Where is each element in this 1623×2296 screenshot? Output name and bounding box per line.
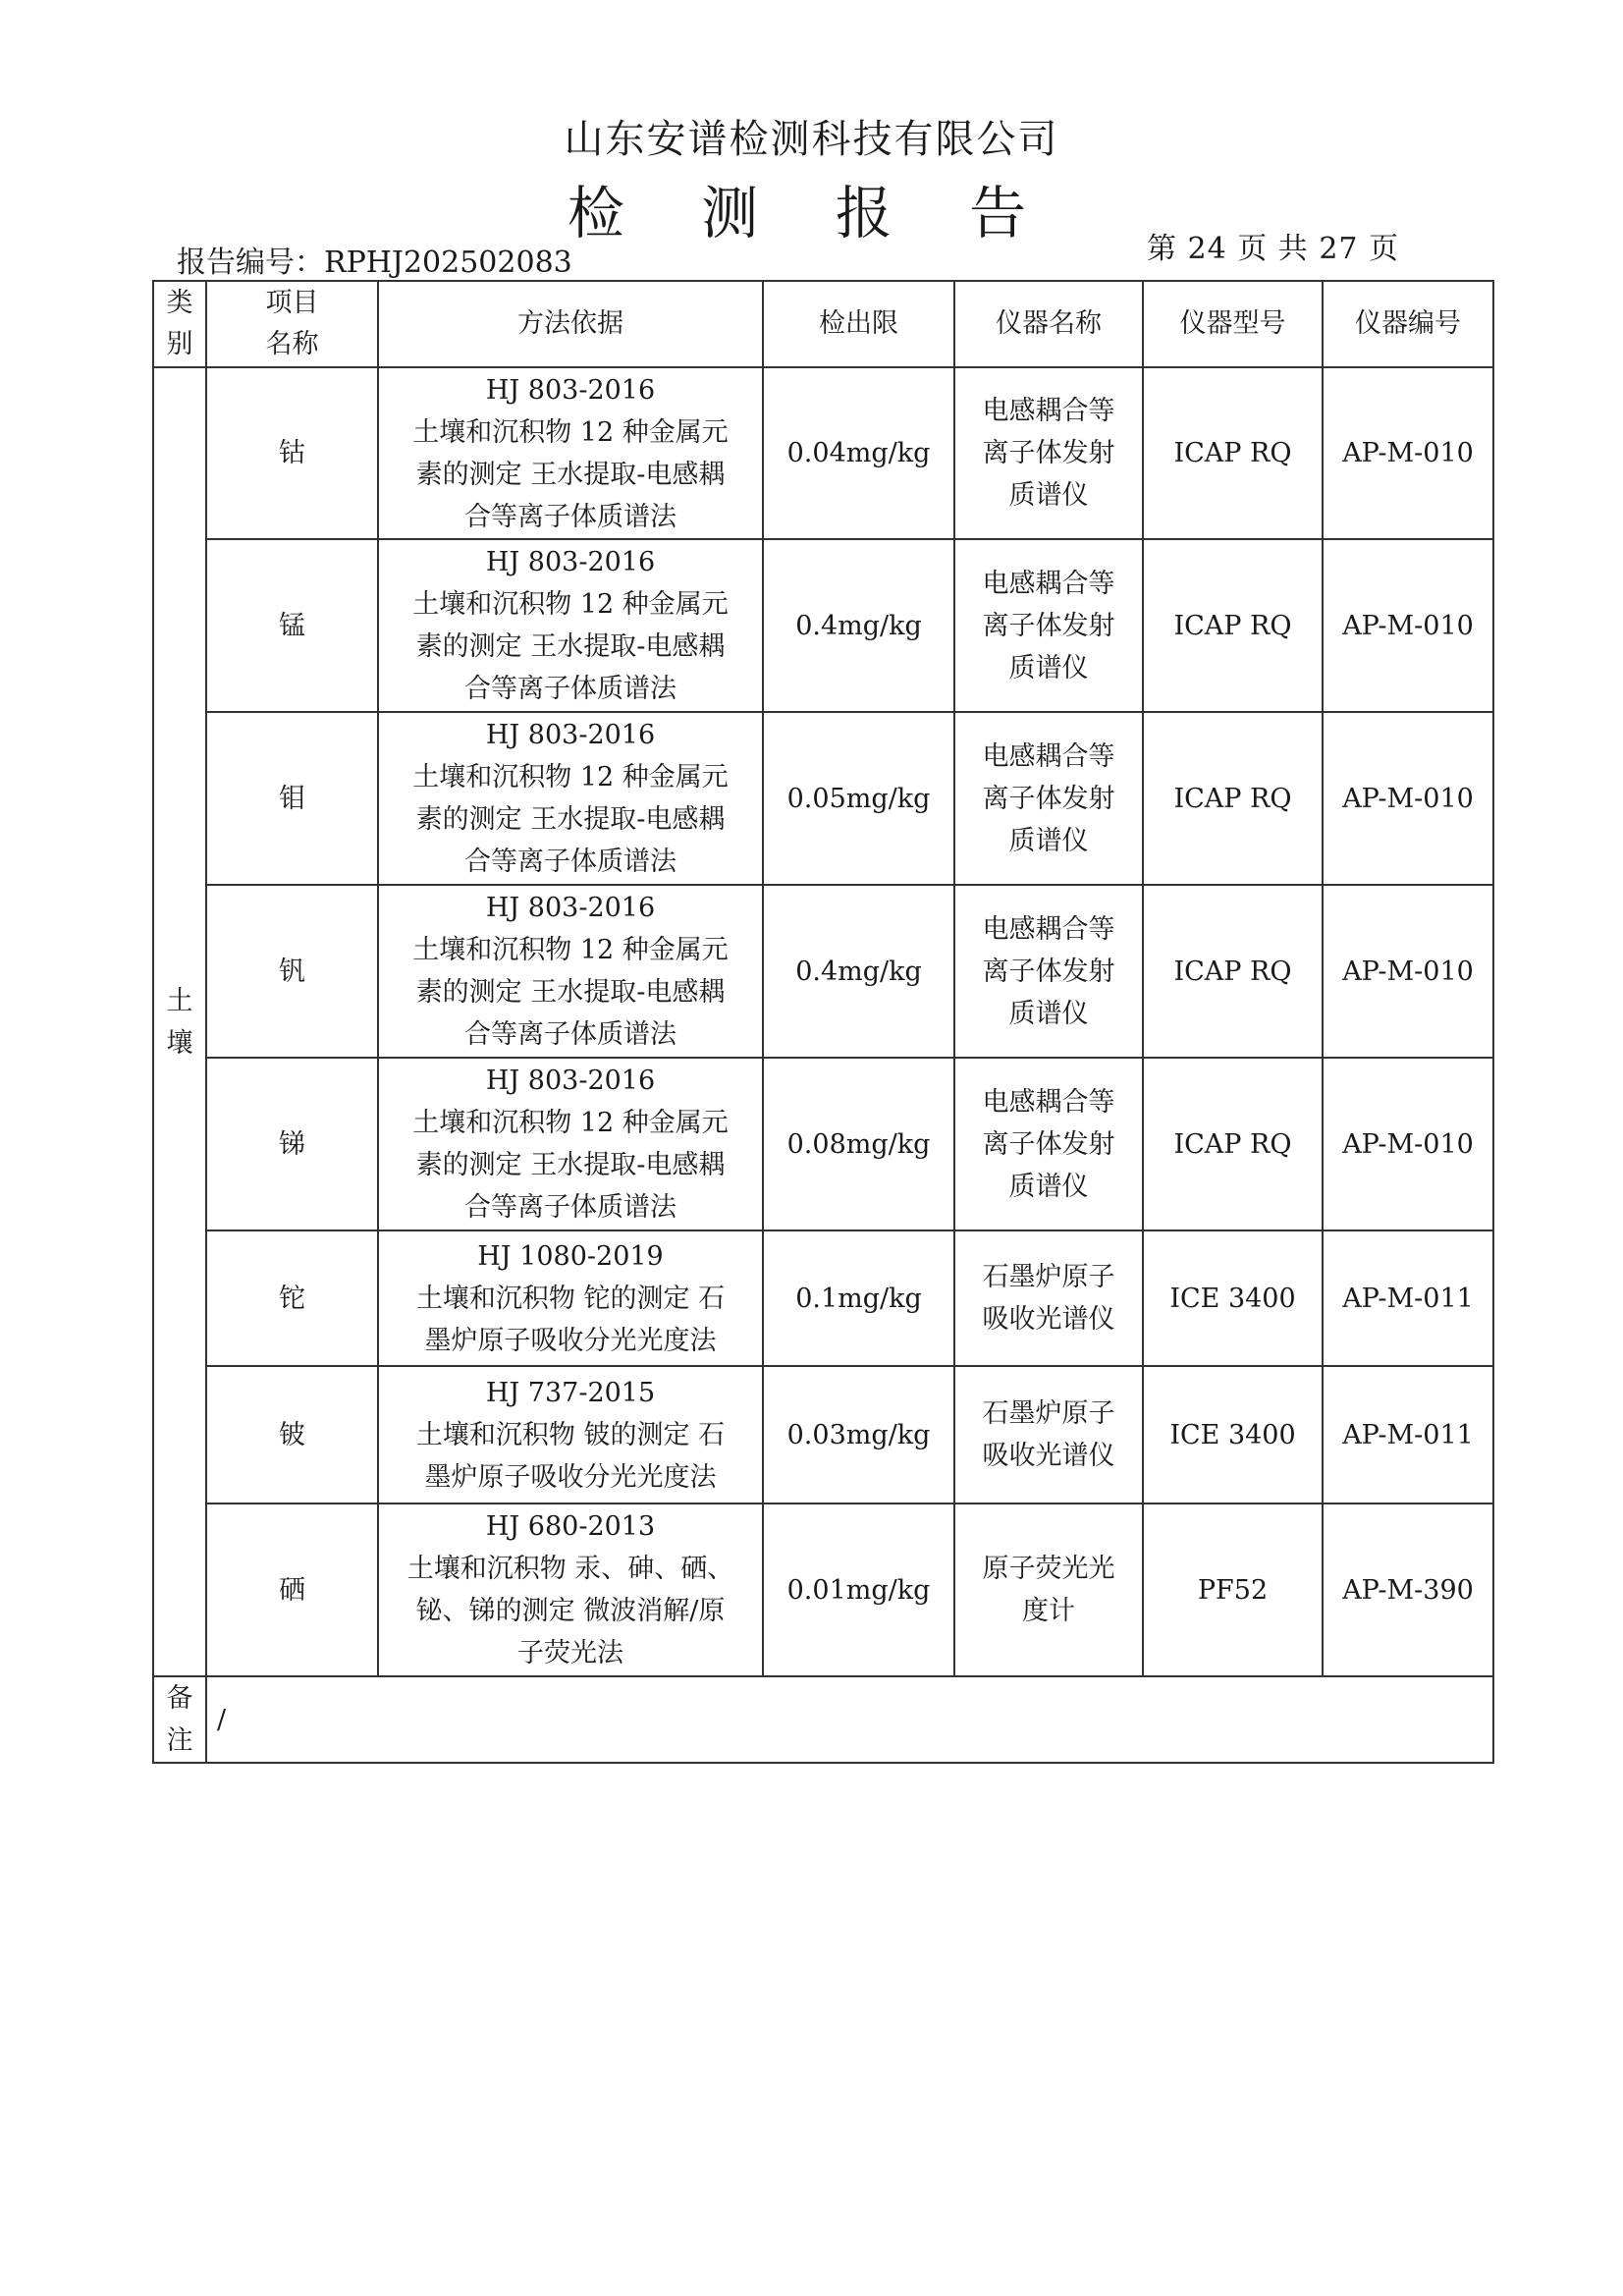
instrument-name: 电感耦合等 离子体发射 质谱仪	[954, 367, 1143, 539]
instrument-name: 电感耦合等 离子体发射 质谱仪	[954, 712, 1143, 885]
instrument-model: PF52	[1143, 1503, 1323, 1676]
instrument-model: ICAP RQ	[1143, 712, 1323, 885]
col-header-model: 仪器型号	[1143, 281, 1323, 367]
detection-limit: 0.04mg/kg	[763, 367, 954, 539]
instrument-id: AP-M-011	[1323, 1366, 1493, 1503]
col-header-category: 类 别	[153, 281, 206, 367]
instrument-name: 电感耦合等 离子体发射 质谱仪	[954, 885, 1143, 1058]
table-row	[153, 1230, 1493, 1366]
instrument-model: ICAP RQ	[1143, 1058, 1323, 1230]
note-label: 备 注	[153, 1676, 206, 1763]
test-method-table	[152, 280, 1494, 1764]
instrument-model: ICE 3400	[1143, 1230, 1323, 1366]
col-header-id: 仪器编号	[1323, 281, 1493, 367]
method-cell: HJ 1080-2019 土壤和沉积物 铊的测定 石 墨炉原子吸收分光光度法	[378, 1230, 763, 1366]
detection-limit: 0.4mg/kg	[763, 539, 954, 712]
report-title: 检 测 报 告	[567, 180, 1056, 246]
instrument-name: 原子荧光光 度计	[954, 1503, 1143, 1676]
detection-limit: 0.03mg/kg	[763, 1366, 954, 1503]
detection-limit: 0.01mg/kg	[763, 1503, 954, 1676]
note-text: /	[206, 1676, 1493, 1763]
item-name: 硒	[206, 1503, 378, 1676]
table-row	[153, 1503, 1493, 1676]
instrument-name: 电感耦合等 离子体发射 质谱仪	[954, 1058, 1143, 1230]
instrument-model: ICAP RQ	[1143, 539, 1323, 712]
table-row	[153, 367, 1493, 539]
table-row	[153, 1058, 1493, 1230]
instrument-model: ICE 3400	[1143, 1366, 1323, 1503]
item-name: 锑	[206, 1058, 378, 1230]
table-row	[153, 1366, 1493, 1503]
category-cell: 土 壤	[153, 367, 206, 1676]
item-name: 钴	[206, 367, 378, 539]
item-name: 铊	[206, 1230, 378, 1366]
instrument-id: AP-M-010	[1323, 367, 1493, 539]
detection-limit: 0.05mg/kg	[763, 712, 954, 885]
company-name: 山东安谱检测科技有限公司	[564, 117, 1059, 162]
col-header-item: 项目 名称	[206, 281, 378, 367]
table-row	[153, 539, 1493, 712]
method-cell: HJ 803-2016 土壤和沉积物 12 种金属元 素的测定 王水提取-电感耦 合等离子体质谱法	[378, 367, 763, 539]
col-header-instrument: 仪器名称	[954, 281, 1143, 367]
instrument-name: 石墨炉原子 吸收光谱仪	[954, 1366, 1143, 1503]
page-info: 第 24 页 共 27 页	[1147, 232, 1400, 266]
table-header-row	[153, 281, 1493, 367]
item-name: 铍	[206, 1366, 378, 1503]
detection-limit: 0.08mg/kg	[763, 1058, 954, 1230]
instrument-name: 石墨炉原子 吸收光谱仪	[954, 1230, 1143, 1366]
note-row	[153, 1676, 1493, 1763]
item-name: 锰	[206, 539, 378, 712]
item-name: 钼	[206, 712, 378, 885]
method-cell: HJ 803-2016 土壤和沉积物 12 种金属元 素的测定 王水提取-电感耦 合等离子体质谱法	[378, 712, 763, 885]
instrument-model: ICAP RQ	[1143, 367, 1323, 539]
method-cell: HJ 803-2016 土壤和沉积物 12 种金属元 素的测定 王水提取-电感耦 合等离子体质谱法	[378, 885, 763, 1058]
instrument-id: AP-M-010	[1323, 712, 1493, 885]
item-name: 钒	[206, 885, 378, 1058]
method-cell: HJ 803-2016 土壤和沉积物 12 种金属元 素的测定 王水提取-电感耦 合等离子体质谱法	[378, 539, 763, 712]
table-row	[153, 885, 1493, 1058]
detection-limit: 0.4mg/kg	[763, 885, 954, 1058]
instrument-id: AP-M-011	[1323, 1230, 1493, 1366]
detection-limit: 0.1mg/kg	[763, 1230, 954, 1366]
method-cell: HJ 803-2016 土壤和沉积物 12 种金属元 素的测定 王水提取-电感耦 合等离子体质谱法	[378, 1058, 763, 1230]
instrument-model: ICAP RQ	[1143, 885, 1323, 1058]
instrument-id: AP-M-010	[1323, 885, 1493, 1058]
col-header-method: 方法依据	[378, 281, 763, 367]
instrument-id: AP-M-010	[1323, 1058, 1493, 1230]
instrument-name: 电感耦合等 离子体发射 质谱仪	[954, 539, 1143, 712]
table-row	[153, 712, 1493, 885]
report-number: 报告编号：RPHJ202502083	[177, 246, 572, 280]
instrument-id: AP-M-390	[1323, 1503, 1493, 1676]
instrument-id: AP-M-010	[1323, 539, 1493, 712]
method-cell: HJ 737-2015 土壤和沉积物 铍的测定 石 墨炉原子吸收分光光度法	[378, 1366, 763, 1503]
col-header-limit: 检出限	[763, 281, 954, 367]
method-cell: HJ 680-2013 土壤和沉积物 汞、砷、硒、 铋、锑的测定 微波消解/原 子荧光法	[378, 1503, 763, 1676]
